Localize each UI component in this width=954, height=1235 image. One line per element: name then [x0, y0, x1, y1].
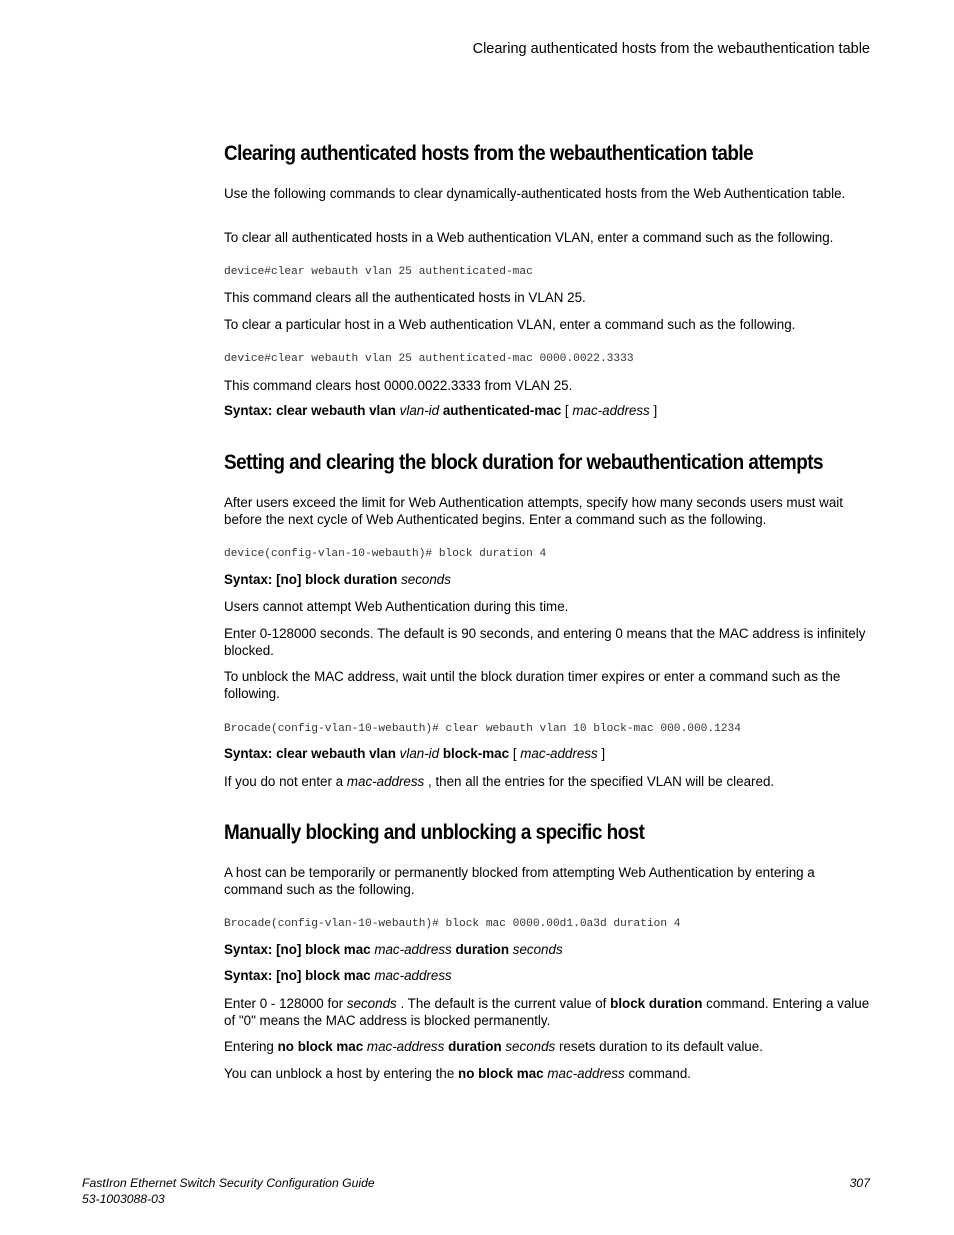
syntax-argument: mac-address — [547, 1066, 625, 1081]
syntax-argument: mac-address — [374, 942, 452, 957]
syntax-argument: vlan-id — [399, 403, 440, 418]
syntax-argument: vlan-id — [399, 746, 440, 761]
text: You can unblock a host by entering the — [224, 1066, 455, 1081]
syntax-keyword: block-mac — [442, 746, 510, 761]
syntax-argument: seconds — [512, 942, 563, 957]
code-example: device(config-vlan-10-webauth)# block duration 4 — [224, 548, 547, 560]
paragraph: To clear a particular host in a Web authentication VLAN, enter a command such as the following. — [224, 317, 796, 332]
syntax-argument: mac-address — [572, 403, 650, 418]
syntax-argument: mac-address — [366, 1039, 445, 1054]
text: command. — [628, 1066, 691, 1081]
paragraph: This command clears all the authenticated hosts in VLAN 25. — [224, 290, 586, 305]
paragraph — [224, 1065, 870, 1082]
syntax-keyword: Syntax: clear webauth vlan — [224, 403, 396, 418]
footer-doc-number: 53-1003088-03 — [82, 1191, 165, 1206]
code-example: Brocade(config-vlan-10-webauth)# block mac 0000.00d1.0a3d duration 4 — [224, 918, 681, 930]
syntax-keyword: Syntax: [no] block mac — [224, 968, 371, 983]
syntax-keyword: no block mac — [458, 1066, 544, 1081]
syntax-argument: seconds — [346, 996, 397, 1011]
syntax-line — [224, 968, 452, 983]
running-header: Clearing authenticated hosts from the webauthentication table — [472, 41, 870, 57]
text: , then all the entries for the specified VLAN will be cleared. — [428, 774, 775, 789]
paragraph: This command clears host 0000.0022.3333 from VLAN 25. — [224, 378, 573, 393]
paragraph: Use the following commands to clear dynamically-authenticated hosts from the Web Authentication table. — [224, 186, 846, 201]
text: If you do not enter a — [224, 774, 344, 789]
text: command. Entering a value of "0" means the MAC address is blocked permanently. — [224, 996, 870, 1029]
syntax-argument: seconds — [401, 572, 451, 587]
syntax-line — [224, 572, 451, 587]
syntax-argument: mac-address — [374, 968, 452, 983]
syntax-argument: mac-address — [520, 746, 598, 761]
paragraph: Enter 0-128000 seconds. The default is 90 seconds, and entering 0 means that the MAC address is infinitely blocked. — [224, 626, 866, 659]
syntax-keyword: block duration — [610, 996, 703, 1011]
text: . The default is the current value of — [400, 996, 607, 1011]
syntax-keyword: no block mac — [277, 1039, 364, 1054]
syntax-line — [224, 403, 657, 418]
syntax-bracket: ] — [601, 746, 606, 761]
paragraph — [224, 995, 870, 1030]
syntax-keyword: Syntax: [no] block mac — [224, 942, 371, 957]
footer — [82, 1176, 375, 1207]
text: Entering — [224, 1039, 274, 1054]
syntax-keyword: authenticated-mac — [442, 403, 562, 418]
code-example: Brocade(config-vlan-10-webauth)# clear webauth vlan 10 block-mac 000.000.1234 — [224, 723, 741, 735]
paragraph — [224, 773, 870, 790]
paragraph: Users cannot attempt Web Authentication during this time. — [224, 599, 569, 614]
code-example: device#clear webauth vlan 25 authenticated-mac 0000.0022.3333 — [224, 353, 634, 365]
text: Enter 0 - 128000 for — [224, 996, 344, 1011]
syntax-line — [224, 746, 605, 761]
syntax-argument: mac-address — [346, 774, 425, 789]
section-heading-clearing-hosts: Clearing authenticated hosts from the webauthentication table — [224, 141, 754, 165]
paragraph: After users exceed the limit for Web Authentication attempts, specify how many seconds users must wait before the next cycle of Web Authenticated begins. Enter a command such as the following. — [224, 495, 843, 528]
page-number: 307 — [849, 1176, 870, 1190]
syntax-keyword: duration — [448, 1039, 502, 1054]
section-heading-block-duration: Setting and clearing the block duration for webauthentication attempts — [224, 450, 824, 474]
paragraph — [224, 1038, 870, 1055]
paragraph: To unblock the MAC address, wait until the block duration timer expires or enter a command such as the following. — [224, 669, 841, 702]
footer-title: FastIron Ethernet Switch Security Configuration Guide — [82, 1176, 375, 1190]
paragraph: To clear all authenticated hosts in a Web authentication VLAN, enter a command such as the following. — [224, 230, 834, 245]
syntax-line — [224, 942, 563, 957]
paragraph: A host can be temporarily or permanently blocked from attempting Web Authentication by entering a command such as the following. — [224, 865, 815, 898]
syntax-keyword: duration — [455, 942, 510, 957]
syntax-argument: seconds — [505, 1039, 556, 1054]
section-heading-manual-blocking: Manually blocking and unblocking a specific host — [224, 820, 645, 844]
syntax-bracket: [ — [564, 403, 569, 418]
syntax-keyword: Syntax: clear webauth vlan — [224, 746, 396, 761]
code-example: device#clear webauth vlan 25 authenticated-mac — [224, 266, 533, 278]
syntax-bracket: [ — [512, 746, 517, 761]
syntax-keyword: Syntax: [no] block duration — [224, 572, 398, 587]
syntax-bracket: ] — [653, 403, 658, 418]
text: resets duration to its default value. — [558, 1039, 763, 1054]
